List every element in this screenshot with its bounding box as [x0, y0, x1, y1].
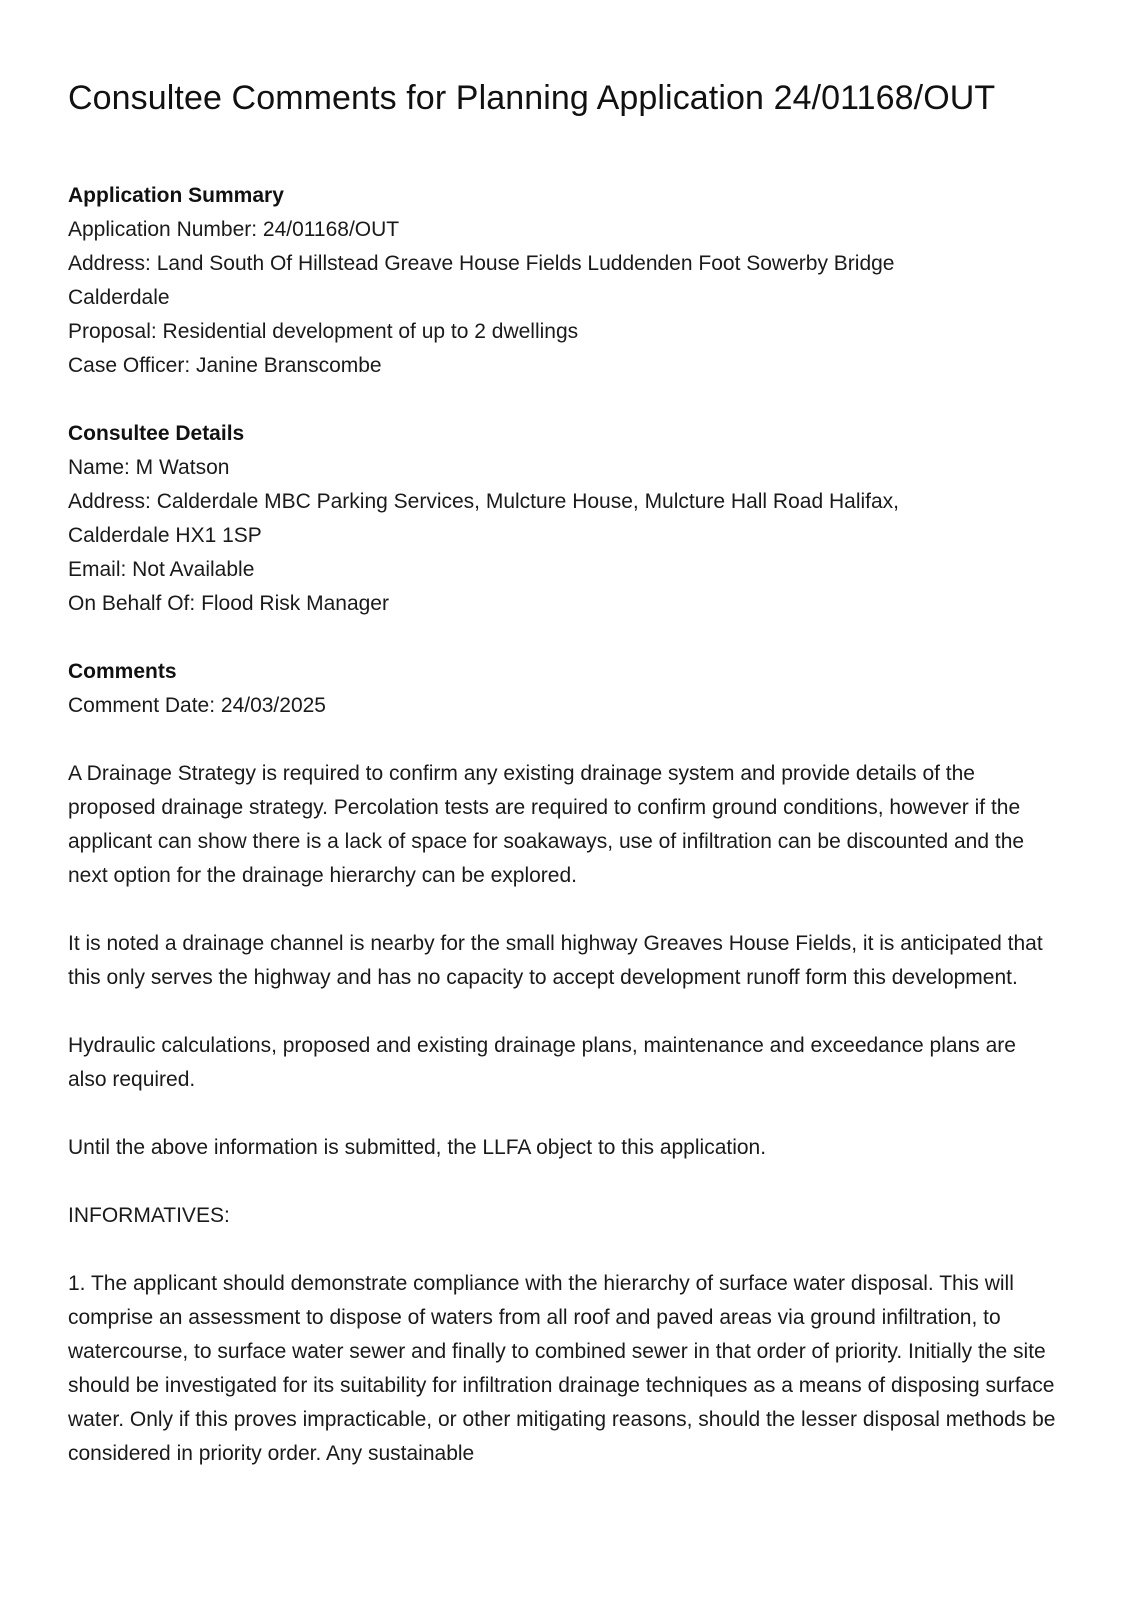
application-case-officer: Case Officer: Janine Branscombe: [68, 353, 382, 377]
document-page: [68, 78, 1068, 1471]
informatives-label: INFORMATIVES:: [68, 1203, 230, 1227]
consultee-details-heading: Consultee Details: [68, 421, 245, 445]
application-address-line2: Calderdale: [68, 285, 170, 309]
comment-date: Comment Date: 24/03/2025: [68, 693, 326, 717]
page-title: Consultee Comments for Planning Application 24/01168/OUT: [68, 79, 996, 117]
application-proposal: Proposal: Residential development of up to 2 dwellings: [68, 319, 579, 343]
application-number: Application Number: 24/01168/OUT: [68, 217, 400, 241]
consultee-address-line2: Calderdale HX1 1SP: [68, 523, 262, 547]
consultee-email: Email: Not Available: [68, 557, 255, 581]
comment-paragraph: It is noted a drainage channel is nearby for the small highway Greaves House Fields, it is anticipated that this only serves the highway and has no capacity to accept development runoff form this development.: [68, 931, 1043, 989]
comments-heading: Comments: [68, 659, 177, 683]
consultee-address-line1: Address: Calderdale MBC Parking Services, Mulcture House, Mulcture Hall Road Halifax,: [68, 489, 899, 513]
comments-section: [68, 655, 1068, 1471]
comment-paragraph: Until the above information is submitted, the LLFA object to this application.: [68, 1135, 767, 1159]
comment-paragraph: Hydraulic calculations, proposed and existing drainage plans, maintenance and exceedance plans are also required.: [68, 1033, 1016, 1091]
informative-item: 1. The applicant should demonstrate compliance with the hierarchy of surface water disposal. This will comprise an assessment to dispose of waters from all roof and paved areas via ground infiltration, to watercourse, to surface water sewer and finally to combined sewer in that order of priority. Initially the site should be investigated for its suitability for infiltration drainage techniques as a means of disposing surface water. Only if this proves impracticable, or other mitigating reasons, should the lesser disposal methods be considered in priority order. Any sustainable: [68, 1271, 1056, 1465]
application-summary-section: [68, 179, 1068, 383]
consultee-name: Name: M Watson: [68, 455, 230, 479]
consultee-details-section: [68, 417, 1068, 621]
application-address-line1: Address: Land South Of Hillstead Greave House Fields Luddenden Foot Sowerby Bridge: [68, 251, 895, 275]
consultee-on-behalf-of: On Behalf Of: Flood Risk Manager: [68, 591, 389, 615]
application-summary-heading: Application Summary: [68, 183, 284, 207]
comment-paragraph: A Drainage Strategy is required to confirm any existing drainage system and provide details of the proposed drainage strategy. Percolation tests are required to confirm ground conditions, however if the applicant can show there is a lack of space for soakaways, use of infiltration can be discounted and the next option for the drainage hierarchy can be explored.: [68, 761, 1025, 887]
